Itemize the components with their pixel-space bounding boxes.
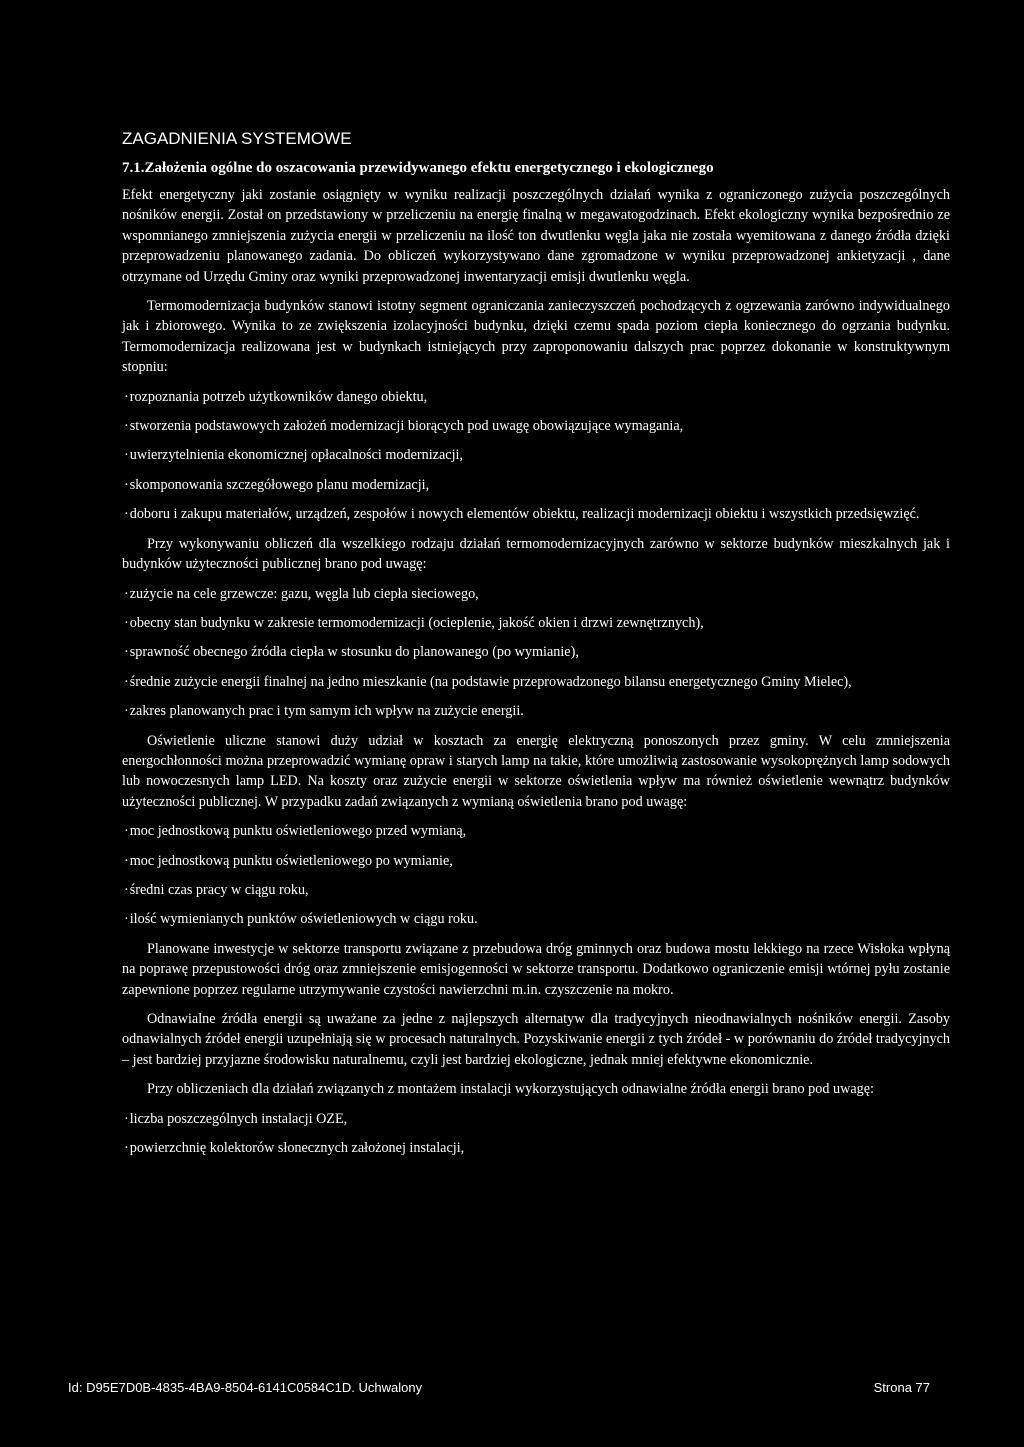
document-id: Id: D95E7D0B-4835-4BA9-8504-6141C0584C1D. Uchwalony <box>68 1380 423 1395</box>
list-item: ·zużycie na cele grzewcze: gazu, węgla lub ciepła sieciowego, <box>124 585 479 602</box>
list-item: ·ilość wymienianych punktów oświetleniowych w ciągu roku. <box>124 911 478 928</box>
paragraph-calculation-factors: Przy wykonywaniu obliczeń dla wszelkiego rodzaju działań termomodernizacyjnych zarówno w sektorze budynków mieszkalnych jak i budynków użyteczności publicznej brano pod uwagę: <box>122 535 950 573</box>
list-item: ·średni czas pracy w ciągu roku, <box>124 881 309 898</box>
list-thermomodernization-steps <box>122 387 950 525</box>
page-number: Strona 77 <box>873 1380 930 1395</box>
list-item: ·rozpoznania potrzeb użytkowników danego obiektu, <box>124 388 428 405</box>
list-calculation-factors <box>122 584 950 722</box>
paragraph-oze-factors: Przy obliczeniach dla działań związanych z montażem instalacji wykorzystujących odnawialne źródła energii brano pod uwagę: <box>147 1081 874 1098</box>
section-title: ZAGADNIENIA SYSTEMOWE <box>122 129 352 148</box>
list-item: ·moc jednostkową punktu oświetleniowego przed wymianą, <box>124 823 467 840</box>
list-lighting-factors <box>122 821 950 930</box>
list-item: ·moc jednostkową punktu oświetleniowego po wymianie, <box>124 852 453 869</box>
subsection-title: 7.1.Założenia ogólne do oszacowania przewidywanego efektu energetycznego i ekologicznego <box>122 160 714 176</box>
list-oze-factors <box>122 1109 950 1159</box>
paragraph-transport: Planowane inwestycje w sektorze transportu związane z przebudowa dróg gminnych oraz budowa mostu lekkiego na rzece Wisłoka wpłyną na poprawę przepustowości dróg oraz zmniejszenie emisjogenności w sektorze transportu. Dodatkowo ograniczenie emisji wtórnej pyłu zostanie zapewnione poprzez regularne utrzymywanie czystości nawierzchni m.in. czyszczenie na mokro. <box>122 940 950 998</box>
list-item: ·skomponowania szczegółowego planu modernizacji, <box>124 476 430 493</box>
paragraph-energy-effect: Efekt energetyczny jaki zostanie osiągnięty w wyniku realizacji poszczególnych działań wynika z ograniczonego zużycia poszczególnych nośników energii. Został on przedstawiony w przeliczeniu na energię finalną w megawatogodzinach. Efekt ekologiczny wynika bezpośrednio ze wspomnianego zmniejszenia zużycia energii w przeliczeniu na ilość ton dwutlenku węgla jaka nie została wyemitowana z danego źródła dzięki przeprowadzeniu planowanego zadania. Do obliczeń wykorzystywano dane zgromadzone w wyniku przeprowadzonej ankietyzacji , dane otrzymane od Urzędu Gminy oraz wyniki przeprowadzonej inwentaryzacji emisji dwutlenku węgla. <box>122 187 950 285</box>
list-item: ·stworzenia podstawowych założeń modernizacji biorących pod uwagę obowiązujące wymagania, <box>124 418 684 435</box>
list-item: ·zakres planowanych prac i tym samym ich wpływ na zużycie energii. <box>124 703 524 720</box>
list-item: ·obecny stan budynku w zakresie termomodernizacji (ocieplenie, jakość okien i drzwi zewnętrznych), <box>124 614 704 631</box>
document-page <box>122 128 950 1167</box>
list-item: ·sprawność obecnego źródła ciepła w stosunku do planowanego (po wymianie), <box>124 644 579 661</box>
paragraph-renewable-energy: Odnawialne źródła energii są uważane za jedne z najlepszych alternatyw dla tradycyjnych nieodnawialnych nośników energii. Zasoby odnawialnych źródeł energii uzupełniają się w procesach naturalnych. Pozyskiwanie energii z tych źródeł - w porównaniu do źródeł tradycyjnych – jest bardziej przyjazne środowisku naturalnemu, czyli jest bardziej ekologiczne, jednak mniej efektywne ekonomicznie. <box>122 1011 950 1068</box>
list-item: ·średnie zużycie energii finalnej na jedno mieszkanie (na podstawie przeprowadzonego bilansu energetycznego Gminy Mielec), <box>124 673 852 690</box>
list-item: ·doboru i zakupu materiałów, urządzeń, zespołów i nowych elementów obiektu, realizacji modernizacji obiektu i wszystkich przedsięwzięć. <box>124 506 920 523</box>
paragraph-street-lighting: Oświetlenie uliczne stanowi duży udział w kosztach za energię elektryczną ponoszonych przez gminy. W celu zmniejszenia energochłonności można przeprowadzić wymianę opraw i starych lamp na takie, które umożliwią zastosowanie wysokoprężnych lamp sodowych lub nowoczesnych lamp LED. Na koszty oraz zużycie energii w sektorze oświetlenia wpływ ma również oświetlenie wewnątrz budynków użyteczności publicznej. W przypadku zadań związanych z wymianą oświetlenia brano pod uwagę: <box>122 732 950 810</box>
paragraph-thermomodernization: Termomodernizacja budynków stanowi istotny segment ograniczania zanieczyszczeń pochodzących z ogrzewania zarówno indywidualnego jak i zbiorowego. Wynika to ze zwiększenia izolacyjności budynku, dzięki czemu spada poziom ciepła koniecznego do ogrzania budynku. Termomodernizacja realizowana jest w budynkach istniejących przy zaproponowaniu dalszych prac poprzez dokonanie w konstruktywnym stopniu: <box>122 298 950 376</box>
list-item: ·uwierzytelnienia ekonomicznej opłacalności modernizacji, <box>124 447 464 464</box>
list-item: ·liczba poszczególnych instalacji OZE, <box>124 1110 348 1127</box>
page-footer <box>68 1380 930 1395</box>
list-item: ·powierzchnię kolektorów słonecznych założonej instalacji, <box>124 1140 465 1157</box>
